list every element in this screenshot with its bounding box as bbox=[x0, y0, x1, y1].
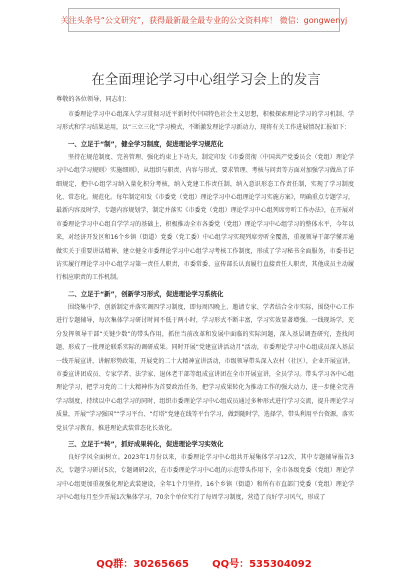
contact-footer bbox=[0, 552, 408, 571]
section-paragraph: 坚持在规范制度、完善管理、强化约束上下功夫，制定印发《市委贯彻〈中国共产党委员会（党组）理论学习中心组学习规则〉实施细则》，从组织与职责、内容与形式、要求管理、考核与问责等方面对加强学习做出了详细规定，把中心组学习纳入量化积分考核，纳入党建工作责任制，纳入意识形态工作责任制，实现了学习制度化、常态化。规范化。每年制定印发《市委党（党组）理论学习中心组理论学习实施方案》，明确重点专题学习，最新内容及时学，专题内容规划学，制定并落实《市委党（党组）理论学习中心组列席旁听工作办法》，在开展对市委理论学习中心组自学学习的基础上，积极推动全市各委党（党组）理论学习中心组学习的整体水平，今年以来，对经济开发区和16个乡镇（街道）党委（党工委）中心组学习实现列席旁听全覆盖，重视领导干部学懂弄通做实关于重要讲话精神，建立健全市委理论学习中心组学习考核工作制度，形成了学习秘书全面服务，市委书记访实履行理论学习中心组学习第一责任人职责，市委常委、宣传部长认真履行直接责任人职责，其他成员主动履行相应职责的工作机制。 bbox=[56, 153, 354, 282]
section-paragraph: 良好学风全面树立。2023年1月份以来，市委理论学习中心组共开展集体学习12次，其中专题辅导报告3次，专题学习研讨5次，专题调研2次，在市委理论学习中心组的示范带头作用下，全市各级党委（党组）理论学习中心组更加重视强化理论武装建设，全年1个月坚持，16个乡镇（街道）和所有市直部门党委（党组）理论学习中心组每月至少开展1次集体学习，70余个单位实行了每周学习制度，营造了良好学习风气，形成了 bbox=[56, 453, 354, 502]
document-body bbox=[56, 108, 354, 505]
salutation: 尊敬的各位领导，同志们： bbox=[56, 96, 131, 103]
promo-banner bbox=[60, 8, 348, 32]
promo-banner-text: 关注头条号“公文研究”，获得最新最全最专业的公文资料库！ 微信：gongwenyj bbox=[60, 15, 348, 25]
section-heading: 三、立足于“转”，抓好成果转化，促进理论学习实效化 bbox=[68, 439, 224, 448]
section-paragraph: 围绕集中学、创新制定并落实调四学习制度，即每周四晚上、邀请专家、学者结合全市实际，围绕中心工作进行专题辅导，每次集体学习研讨时间不低于两小时，学习形式不断丰富，学习实效显著增强。一线现场学，充分发挥领导干部“关键少数”的带头作用，抓住当前改革和发展中面临的实际问题，深入基层调查研究，查找问题，形成了一批理论联系实际的调研成果。同时开展“党建宣讲活动月”活动，市委理论学习中心组成员深入基层一线开展宣讲，讲解形势政策，开展党的二十大精神宣讲活动，市级领导带头深入农村（社区），企业开展宣讲，市委宣讲团成员、专家学者、法学家、退休老干部等组成宣讲团在全市开展宣讲，全员学习。带头学习各中心组理论学习，把学习党的二十大精神作为首要政治任务，把学习成果转化为推动工作的强大动力，进一步健全完善学习制度，持续以中心组学习的同时，组织市委理论学习中心组成员通过多种形式进行学习交流，提升理论学习质量，开展“学习强国”“学习平台、“灯塔”党建在线等平台学习，做到随时学，选择学，带头利用平台资源，落实党员学习教育，推进理论武装常态化长效化。 bbox=[56, 303, 354, 432]
qq-number-text: QQ号：535304092 bbox=[212, 559, 312, 570]
qq-group-text: QQ群：30265665 bbox=[96, 559, 189, 570]
section-heading: 一、立足于“制”，健全学习制度，促进理论学习规范化 bbox=[68, 139, 224, 148]
document-title: 在全面理论学习中心组学习会上的发言 bbox=[91, 72, 321, 88]
intro-paragraph: 市委理论学习中心组深入学习贯彻习近平新时代中国特色社会主义思想，积极探索理论学习的学习机制、学习形式和学习结果运用，以“三立三化”学习模式，不断激发理论学习新动力，现将有关工作进展情况汇报如下： bbox=[56, 111, 354, 132]
section-heading: 二、立足于“新”，创新学习形式，促进理论学习系统化 bbox=[68, 289, 224, 298]
